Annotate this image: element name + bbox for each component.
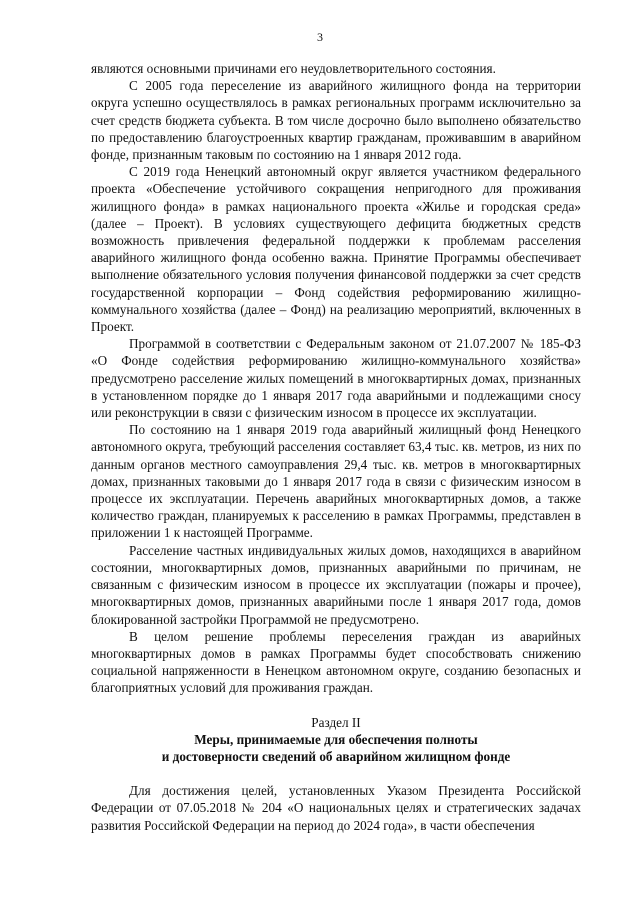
paragraph-7: В целом решение проблемы переселения граждан из аварийных многоквартирных домов в рамках Программы будет способствовать снижению социальной напряженности в Ненецком автономном округе, созданию безопасных и благоприятных условий для проживания граждан. bbox=[91, 628, 581, 696]
section-label: Раздел II bbox=[311, 714, 361, 730]
document-body bbox=[91, 60, 581, 834]
paragraph-2: С 2005 года переселение из аварийного жилищного фонда на территории округа успешно осуществлялось в рамках региональных программ исключительно за счет средств бюджета субъекта. В том числе досрочно было выполнено обязательство по предоставлению благоустроенных квартир гражданам, проживавшим в аварийном фонде, признанным таковым по состоянию на 1 января 2012 года. bbox=[91, 78, 581, 163]
page-number: 3 bbox=[317, 30, 323, 44]
paragraph-5: По состоянию на 1 января 2019 года аварийный жилищный фонд Ненецкого автономного округа, требующий расселения составляет 63,4 тыс. кв. метров, из них по данным органов местного самоуправления 29,4 тыс. кв. метров в многоквартирных домах, признанных таковыми до 1 января 2017 года в связи с физическим износом в процессе их эксплуатации. Перечень аварийных многоквартирных домов, а также количество граждан, планируемых к расселению в рамках Программы, представлен в приложении 1 к настоящей Программе. bbox=[91, 422, 581, 541]
section-title-line-2: и достоверности сведений об аварийном жилищном фонде bbox=[161, 748, 511, 764]
section-heading bbox=[91, 714, 581, 766]
paragraph-3: С 2019 года Ненецкий автономный округ является участником федерального проекта «Обеспечение устойчивого сокращения непригодного для проживания жилищного фонда» в рамках национального проекта «Жилье и городская среда» (далее – Проект). В условиях существующего дефицита бюджетных средств возможность привлечения федеральной поддержки к проблемам расселения аварийного жилищного фонда особенно важна. Принятие Программы обеспечивает выполнение обязательного условия получения финансовой поддержки за счет средств государственной корпорации – Фонд содействия реформированию жилищно-коммунального хозяйства (далее – Фонд) на реализацию мероприятий, включенных в Проект. bbox=[91, 164, 581, 335]
section-title-line-1: Меры, принимаемые для обеспечения полноты bbox=[194, 731, 478, 747]
paragraph-1: являются основными причинами его неудовлетворительного состояния. bbox=[91, 61, 496, 76]
paragraph-4: Программой в соответствии с Федеральным законом от 21.07.2007 № 185-ФЗ «О Фонде содействия реформированию жилищно-коммунального хозяйства» предусмотрено расселение жилых помещений в многоквартирных домах, признанных в установленном порядке до 1 января 2017 года аварийными и подлежащими сносу или реконструкции в связи с физическим износом в процессе их эксплуатации. bbox=[91, 336, 581, 421]
paragraph-final: Для достижения целей, установленных Указом Президента Российской Федерации от 07.05.2018 № 204 «О национальных целях и стратегических задачах развития Российской Федерации на период до 2024 года», в части обеспечения bbox=[91, 783, 581, 833]
paragraph-6: Расселение частных индивидуальных жилых домов, находящихся в аварийном состоянии, многоквартирных домов, признанных аварийными по причинам, не связанным с физическим износом в процессе их эксплуатации (пожары и прочее), многоквартирных домов, признанных аварийными после 1 января 2017 года, домов блокированной застройки Программой не предусмотрено. bbox=[91, 542, 581, 627]
